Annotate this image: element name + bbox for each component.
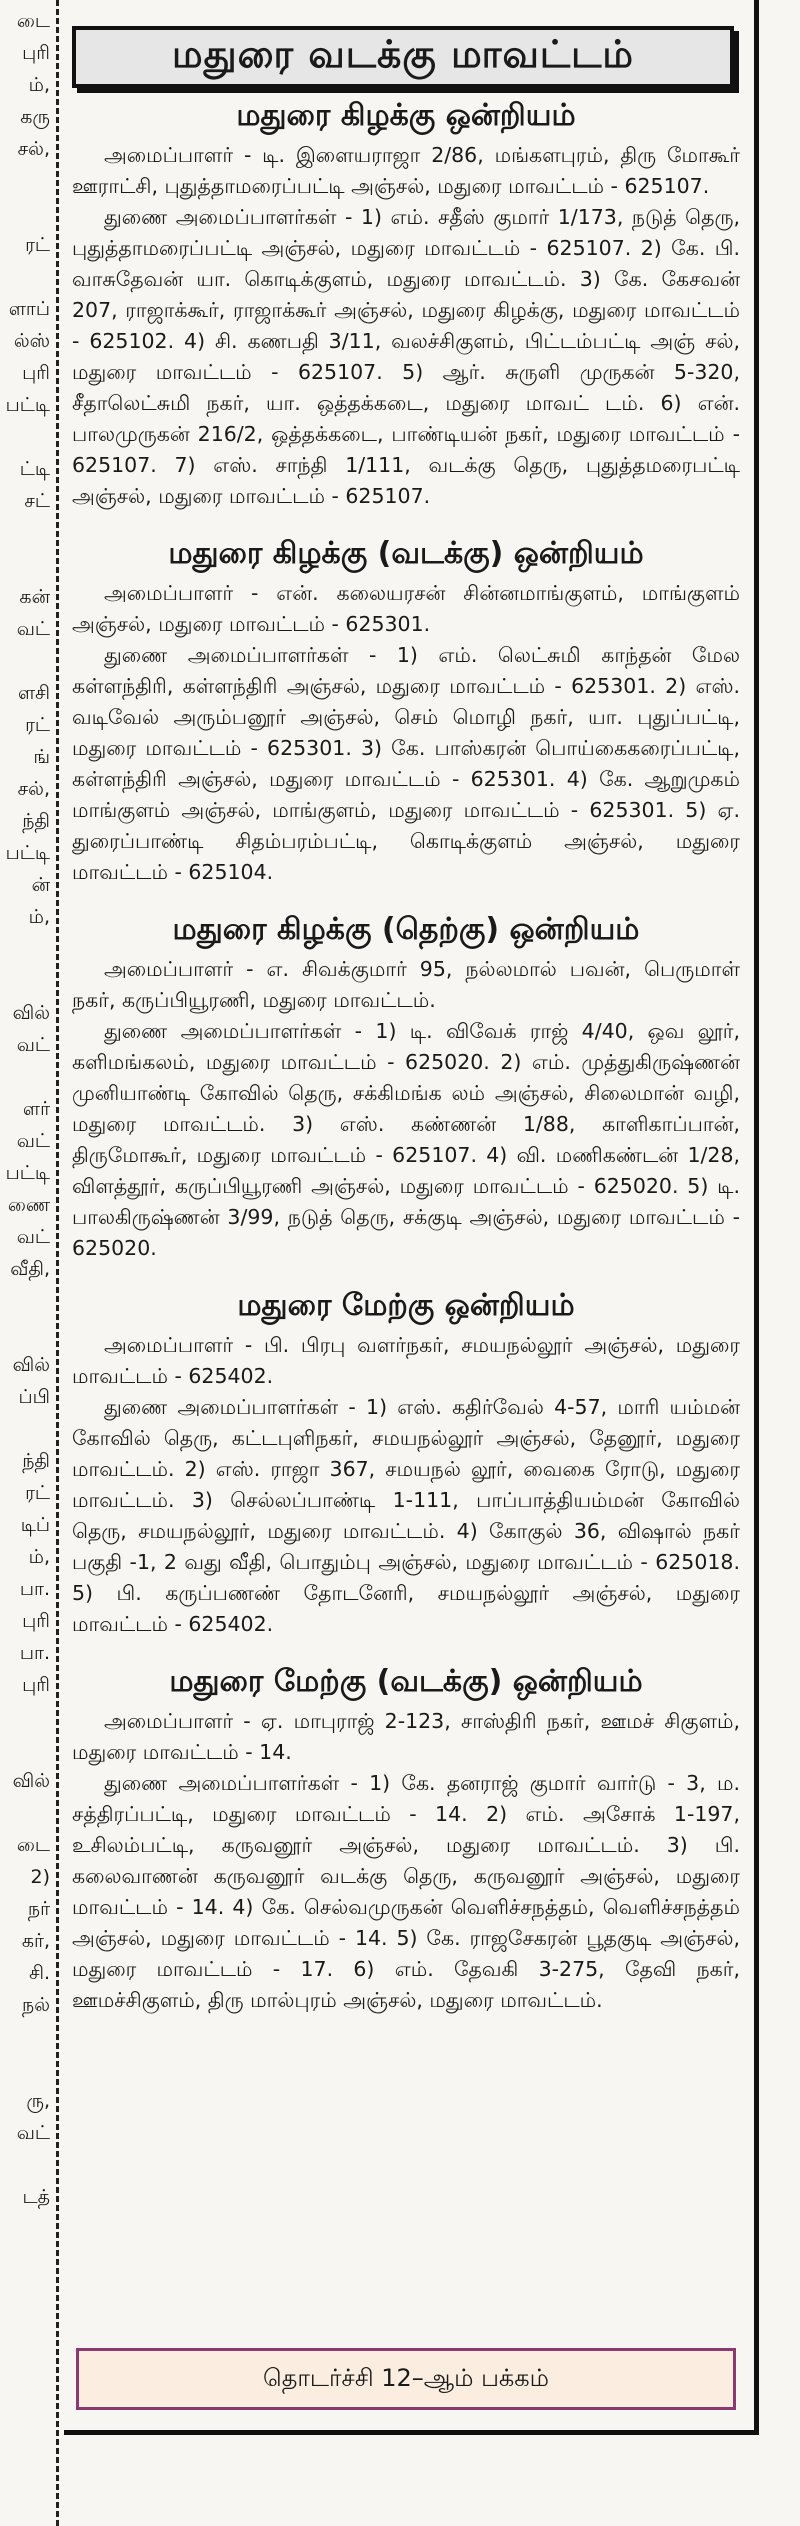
organizer-paragraph: அமைப்பாளர் - எ. சிவக்குமார் 95, நல்லமால் பவன், பெருமாள் நகர், கருப்பியூரணி, மதுரை மாவட்டம். bbox=[72, 957, 740, 1012]
section-title: மதுரை கிழக்கு ஒன்றியம் bbox=[236, 98, 576, 133]
left-column-fragment: புரி bbox=[22, 1610, 50, 1632]
section-madurai-east-south bbox=[72, 910, 740, 1264]
deputies-paragraph: துணை அமைப்பாளர்கள் - 1) டி. விவேக் ராஜ் 4/40, ஒவ லூர், களிமங்கலம், மதுரை மாவட்டம் - 625020. 2) எம். முத்துகிருஷ்ணன் முனியாண்டி கோவில் தெரு, சக்கிமங்க லம் அஞ்சல், சிலைமான் வழி, மதுரை மாவட்டம். 3) எஸ். கண்ணன் 1/88, காளிகாப்பான், திருமோகூர், மதுரை மாவட்டம் - 625107. 4) வி. மணிகண்டன் 1/28, விளத்தூர், கருப்பியூரணி அஞ்சல், மதுரை மாவட்டம் - 625020. 5) டி. பாலகிருஷ்ணன் 3/99, நடுத் தெரு, சக்குடி அஞ்சல், மதுரை மாவட்டம் - 625020. bbox=[72, 1019, 740, 1260]
left-column-fragment: ளர் bbox=[22, 1098, 50, 1120]
left-column-fragment: 2) bbox=[30, 1866, 50, 1888]
left-column-fragment: ரு, bbox=[26, 2090, 50, 2112]
left-column-fragment: வட் bbox=[16, 1226, 50, 1248]
left-column-fragment: ந்தி bbox=[22, 810, 50, 832]
left-column-fragment: நர் bbox=[27, 1898, 50, 1920]
left-column-fragment: ளசி bbox=[17, 682, 50, 704]
left-column-fragment: வீதி, bbox=[10, 1258, 50, 1280]
left-column-strip bbox=[0, 0, 52, 2526]
left-column-fragment: சல், bbox=[17, 778, 50, 800]
organizer-paragraph: அமைப்பாளர் - என். கலையரசன் சின்னமாங்குளம், மாங்குளம் அஞ்சல், மதுரை மாவட்டம் - 625301. bbox=[72, 581, 740, 636]
left-column-fragment: ன் bbox=[31, 874, 50, 896]
left-column-fragment: கர், bbox=[21, 1930, 50, 1952]
column-divider bbox=[56, 0, 59, 2526]
left-column-fragment: வில் bbox=[12, 1770, 50, 1792]
left-column-fragment: பட்டி bbox=[5, 842, 50, 864]
left-column-fragment: வில் bbox=[12, 1354, 50, 1376]
section-title: மதுரை கிழக்கு (வடக்கு) ஒன்றியம் bbox=[168, 536, 644, 571]
left-column-fragment: டை bbox=[16, 10, 50, 32]
left-column-fragment: ட்டி bbox=[19, 458, 50, 480]
left-column-fragment: ம், bbox=[28, 1546, 50, 1568]
section-madurai-east bbox=[72, 96, 740, 512]
left-column-fragment: புரி bbox=[22, 42, 50, 64]
left-column-fragment: ணை bbox=[7, 1194, 50, 1216]
left-column-fragment: பட்டி bbox=[5, 1162, 50, 1184]
left-column-fragment: ப்பி bbox=[18, 1386, 50, 1408]
left-column-fragment: வட் bbox=[16, 2122, 50, 2144]
left-column-fragment: சல், bbox=[17, 138, 50, 160]
article-body bbox=[72, 96, 740, 2038]
section-madurai-west-north bbox=[72, 1662, 740, 2016]
organizer-paragraph: அமைப்பாளர் - பி. பிரபு வளர்நகர், சமயநல்லூர் அஞ்சல், மதுரை மாவட்டம் - 625402. bbox=[72, 1333, 740, 1388]
left-column-fragment: டத் bbox=[22, 2186, 50, 2208]
district-title: மதுரை வடக்கு மாவட்டம் bbox=[172, 32, 634, 76]
deputies-paragraph: துணை அமைப்பாளர்கள் - 1) எம். லெட்சுமி காந்தன் மேல கள்ளந்திரி, கள்ளந்திரி அஞ்சல், மதுரை மாவட்டம் - 625301. 2) எஸ். வடிவேல் அரும்பனூர் அஞ்சல், செம் மொழி நகர், யா. புதுப்பட்டி, மதுரை மாவட்டம் - 625301. 3) கே. பாஸ்கரன் பொய்கைகரைப்பட்டி, கள்ளந்திரி அஞ்சல், மதுரை மாவட்டம் - 625301. 4) கே. ஆறுமுகம் மாங்குளம் அஞ்சல், மாங்குளம், மதுரை மாவட்டம் - 625301. 5) ஏ. துரைப்பாண்டி சிதம்பரம்பட்டி, கொடிக்குளம் அஞ்சல், மதுரை மாவட்டம் - 625104. bbox=[72, 643, 740, 884]
section-title: மதுரை மேற்கு (வடக்கு) ஒன்றியம் bbox=[169, 1664, 643, 1699]
left-column-fragment: ரட் bbox=[25, 1482, 50, 1504]
organizer-paragraph: அமைப்பாளர் - டி. இளையராஜா 2/86, மங்களபுரம், திரு மோகூர் ஊராட்சி, புதுத்தாமரைப்பட்டி அஞ்சல், மதுரை மாவட்டம் - 625107. bbox=[72, 143, 740, 198]
section-madurai-east-north bbox=[72, 534, 740, 888]
left-column-fragment: ம், bbox=[28, 906, 50, 928]
continuation-text: தொடர்ச்சி 12–ஆம் பக்கம் bbox=[263, 2363, 549, 2392]
district-header bbox=[72, 26, 734, 88]
left-column-fragment: ந்தி bbox=[22, 1450, 50, 1472]
left-column-fragment: வட் bbox=[16, 618, 50, 640]
left-column-fragment: வட் bbox=[16, 1034, 50, 1056]
left-column-fragment: சட் bbox=[24, 490, 50, 512]
left-column-fragment: ம், bbox=[28, 74, 50, 96]
left-column-fragment: பா. bbox=[19, 1642, 50, 1664]
deputies-paragraph: துணை அமைப்பாளர்கள் - 1) எஸ். கதிர்வேல் 4-57, மாரி யம்மன் கோவில் தெரு, கட்டபுளிநகர், சமயநல்லூர் அஞ்சல், தேனூர், மதுரை மாவட்டம். 2) எஸ். ராஜா 367, சமயநல் லூர், வைகை ரோடு, மதுரை மாவட்டம். 3) செல்லப்பாண்டி 1-111, பாப்பாத்தியம்மன் கோவில் தெரு, சமயநல்லூர், மதுரை மாவட்டம். 4) கோகுல் 36, விஷால் நகர் பகுதி -1, 2 வது வீதி, பொதும்பு அஞ்சல், மதுரை மாவட்டம் - 625018. 5) பி. கருப்பணண் தோடனேரி, சமயநல்லூர் அஞ்சல், மதுரை மாவட்டம் - 625402. bbox=[72, 1395, 740, 1636]
left-column-fragment: ரட் bbox=[25, 714, 50, 736]
deputies-paragraph: துணை அமைப்பாளர்கள் - 1) எம். சதீஸ் குமார் 1/173, நடுத் தெரு, புதுத்தாமரைப்பட்டி அஞ்சல், மதுரை மாவட்டம் - 625107. 2) கே. பி. வாசுதேவன் யா. கொடிக்குளம், மதுரை மாவட்டம். 3) கே. கேசவன் 207, ராஜாக்கூர், ராஜாக்கூர் அஞ்சல், மதுரை கிழக்கு, மதுரை மாவட்டம் - 625102. 4) சி. கணபதி 3/11, வலச்சிகுளம், பிட்டம்பட்டி அஞ் சல், மதுரை மாவட்டம் - 625107. 5) ஆர். சுருளி முருகன் 5-320, சீதாலெட்சுமி நகர், யா. ஒத்தக்கடை, மதுரை மாவட் டம். 6) என். பாலமுருகன் 216/2, ஒத்தக்கடை, பாண்டியன் நகர், மதுரை மாவட்டம் - 625107. 7) எஸ். சாந்தி 1/111, வடக்கு தெரு, புதுத்தமரைபட்டி அஞ்சல், மதுரை மாவட்டம் - 625107. bbox=[72, 205, 740, 508]
left-column-fragment: ங் bbox=[33, 746, 50, 768]
left-column-fragment: புரி bbox=[22, 1674, 50, 1696]
left-column-fragment: சி. bbox=[29, 1962, 50, 1984]
section-title: மதுரை மேற்கு ஒன்றியம் bbox=[237, 1288, 575, 1323]
organizer-paragraph: அமைப்பாளர் - ஏ. மாபுராஜ் 2-123, சாஸ்திரி நகர், ஊமச் சிகுளம், மதுரை மாவட்டம் - 14. bbox=[72, 1709, 740, 1764]
left-column-fragment: வட் bbox=[16, 1130, 50, 1152]
left-column-fragment: ல்ஸ் bbox=[13, 330, 50, 352]
section-madurai-west bbox=[72, 1286, 740, 1640]
left-column-fragment: ளாப் bbox=[8, 298, 50, 320]
left-column-fragment: டிப் bbox=[20, 1514, 50, 1536]
left-column-fragment: கன் bbox=[19, 586, 50, 608]
left-column-fragment: கரு bbox=[20, 106, 50, 128]
left-column-fragment: ரட் bbox=[25, 234, 50, 256]
left-column-fragment: டை bbox=[16, 1834, 50, 1856]
left-column-fragment: புரி bbox=[22, 362, 50, 384]
left-column-fragment: நல் bbox=[22, 1994, 50, 2016]
left-column-fragment: பட்டி bbox=[5, 394, 50, 416]
deputies-paragraph: துணை அமைப்பாளர்கள் - 1) கே. தனராஜ் குமார் வார்டு - 3, ம. சத்திரப்பட்டி, மதுரை மாவட்டம் - 14. 2) எம். அசோக் 1-197, உசிலம்பட்டி, கருவனூர் அஞ்சல், மதுரை மாவட்டம். 3) பி. கலைவாணன் கருவனூர் வடக்கு தெரு, கருவனூர் அஞ்சல், மதுரை மாவட்டம் - 14. 4) கே. செல்வமுருகன் வெளிச்சநத்தம், வெளிச்சநத்தம் அஞ்சல், மதுரை மாவட்டம் - 14. 5) கே. ராஜசேகரன் பூதகுடி அஞ்சல், மதுரை மாவட்டம் - 17. 6) எம். தேவகி 3-275, தேவி நகர், ஊமச்சிகுளம், திரு மால்புரம் அஞ்சல், மதுரை மாவட்டம். bbox=[72, 1771, 740, 2012]
continuation-box bbox=[76, 2348, 736, 2410]
left-column-fragment: வில் bbox=[12, 1002, 50, 1024]
section-title: மதுரை கிழக்கு (தெற்கு) ஒன்றியம் bbox=[172, 912, 640, 947]
left-column-fragment: பா. bbox=[19, 1578, 50, 1600]
